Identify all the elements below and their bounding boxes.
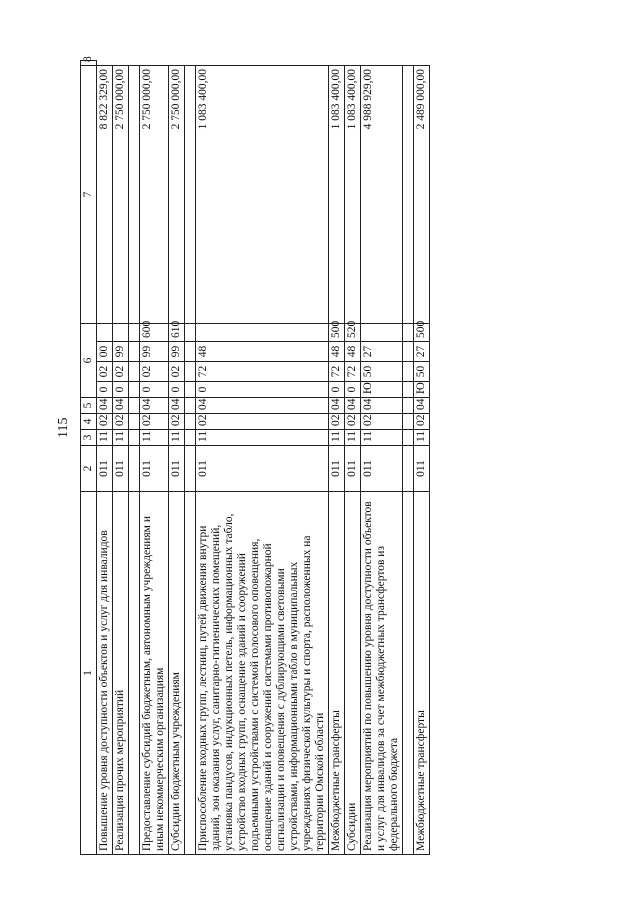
- row-col7: [361, 324, 403, 342]
- separator-row: [403, 61, 414, 855]
- row-col6-part2: 0: [97, 382, 113, 398]
- rotated-table-container: [80, 56, 600, 855]
- table-row: [329, 61, 345, 855]
- table-row: [140, 61, 169, 855]
- separator-cell: [185, 430, 196, 446]
- table-row: [97, 61, 113, 855]
- row-amount: 4 988 929,00: [361, 66, 403, 324]
- row-col7: [113, 324, 129, 342]
- separator-cell: [129, 66, 140, 324]
- row-col4: 11: [345, 430, 361, 446]
- row-col6-part1: 04: [169, 398, 185, 414]
- separator-cell: [185, 324, 196, 342]
- row-col7: 500: [329, 324, 345, 342]
- separator-cell: [129, 446, 140, 492]
- table-row: [345, 61, 361, 855]
- table-row: [169, 61, 185, 855]
- separator-cell: [129, 382, 140, 398]
- separator-cell: [129, 324, 140, 342]
- separator-cell: [185, 414, 196, 430]
- row-name: Предоставление субсидий бюджетным, автономным учреждениям и иным некоммерческим организациям: [140, 492, 169, 855]
- header-cell: 3: [81, 430, 97, 446]
- row-col3: 011: [414, 446, 430, 492]
- row-name: Реализация прочих мероприятий: [113, 492, 129, 855]
- row-col4: 11: [113, 430, 129, 446]
- table-row: [196, 61, 329, 855]
- separator-cell: [185, 342, 196, 362]
- separator-cell: [185, 492, 196, 855]
- separator-cell: [129, 430, 140, 446]
- row-col3: 011: [140, 446, 169, 492]
- row-col6-part2: 0: [196, 382, 329, 398]
- row-col6-part2: 0: [140, 382, 169, 398]
- row-name: Приспособление входных групп, лестниц, путей движения внутри зданий, зон оказания услуг, санитарно-гигиенических помещений, установка пандусов, индукционных петель, информационных табло, устройство входных групп, оснащение зданий и сооружений подъемными устройствами с системой голосового оповещения, оснащение зданий и сооружений системами противопожарной сигнализации и оповещения с дублирующими световыми устройствами, информационными табло в муниципальных учреждениях физической культуры и спорта, расположенных на территории Омской области: [196, 492, 329, 855]
- row-col6-part2: 0: [329, 382, 345, 398]
- row-col4: 11: [414, 430, 430, 446]
- row-col3: 011: [113, 446, 129, 492]
- row-col6-part1: 04: [345, 398, 361, 414]
- row-col7: [196, 324, 329, 342]
- separator-cell: [403, 362, 414, 382]
- row-amount: 1 083 400,00: [329, 66, 345, 324]
- row-col6-part4: 99: [169, 342, 185, 362]
- row-col6-part3: 50: [361, 362, 403, 382]
- page-number: 115: [56, 417, 71, 438]
- separator-cell: [403, 414, 414, 430]
- row-col6-part1: 04: [140, 398, 169, 414]
- row-col6-part2: Ю: [414, 382, 430, 398]
- row-col3: 011: [329, 446, 345, 492]
- row-col6-part1: 04: [361, 398, 403, 414]
- separator-cell: [129, 414, 140, 430]
- row-col6-part3: 02: [97, 362, 113, 382]
- row-col4: 11: [196, 430, 329, 446]
- header-cell: 6: [81, 324, 97, 398]
- header-row: [81, 61, 97, 855]
- separator-cell: [403, 382, 414, 398]
- row-col5: 02: [345, 414, 361, 430]
- table-body: [81, 56, 430, 855]
- row-col4: 11: [361, 430, 403, 446]
- row-col6-part1: 04: [414, 398, 430, 414]
- row-col3: 011: [196, 446, 329, 492]
- header-cell: 8: [81, 61, 97, 66]
- budget-table: [80, 56, 430, 855]
- row-col6-part3: 02: [113, 362, 129, 382]
- row-col6-part4: 27: [361, 342, 403, 362]
- row-col6-part3: 72: [329, 362, 345, 382]
- header-cell: 7: [81, 66, 97, 324]
- row-col5: 02: [414, 414, 430, 430]
- row-amount: 2 750 000,00: [169, 66, 185, 324]
- separator-cell: [185, 398, 196, 414]
- row-col3: 011: [169, 446, 185, 492]
- row-amount: 1 083 400,00: [345, 66, 361, 324]
- separator-cell: [403, 492, 414, 855]
- row-col3: 011: [361, 446, 403, 492]
- row-col5: 02: [196, 414, 329, 430]
- header-cell: 1: [81, 492, 97, 855]
- separator-cell: [129, 398, 140, 414]
- separator-cell: [403, 66, 414, 324]
- separator-row: [185, 61, 196, 855]
- table-row: [414, 61, 430, 855]
- row-col7: 500: [414, 324, 430, 342]
- separator-cell: [185, 382, 196, 398]
- row-col6-part4: 48: [329, 342, 345, 362]
- separator-cell: [185, 66, 196, 324]
- row-col6-part1: 04: [113, 398, 129, 414]
- row-col6-part4: 99: [113, 342, 129, 362]
- row-col6-part3: 02: [140, 362, 169, 382]
- row-name: Субсидии бюджетным учреждениям: [169, 492, 185, 855]
- row-col5: 02: [97, 414, 113, 430]
- separator-cell: [403, 430, 414, 446]
- separator-cell: [185, 362, 196, 382]
- row-name: Межбюджетные трансферты: [414, 492, 430, 855]
- row-name: Межбюджетные трансферты: [329, 492, 345, 855]
- row-col4: 11: [329, 430, 345, 446]
- row-col3: 011: [345, 446, 361, 492]
- row-amount: 2 750 000,00: [140, 66, 169, 324]
- row-col5: 02: [169, 414, 185, 430]
- row-col6-part4: 48: [345, 342, 361, 362]
- separator-cell: [185, 446, 196, 492]
- row-col6-part3: 50: [414, 362, 430, 382]
- separator-cell: [403, 342, 414, 362]
- row-col3: 011: [97, 446, 113, 492]
- table-row: [361, 61, 403, 855]
- row-col5: 02: [113, 414, 129, 430]
- row-col7: 600: [140, 324, 169, 342]
- row-amount: 8 822 329,00: [97, 66, 113, 324]
- row-col4: 11: [140, 430, 169, 446]
- row-col4: 11: [169, 430, 185, 446]
- row-col5: 02: [140, 414, 169, 430]
- header-cell: 2: [81, 446, 97, 492]
- row-col6-part2: 0: [169, 382, 185, 398]
- row-name: Реализация мероприятий по повышению уровня доступности объектов и услуг для инвалидов за счет межбюджетных трансфертов из федерального бюджета: [361, 492, 403, 855]
- row-col6-part4: 00: [97, 342, 113, 362]
- row-name: Повышение уровня доступности объектов и услуг для инвалидов: [97, 492, 113, 855]
- row-amount: 2 750 000,00: [113, 66, 129, 324]
- row-col6-part1: 04: [196, 398, 329, 414]
- row-col5: 02: [329, 414, 345, 430]
- row-col7: [97, 324, 113, 342]
- separator-cell: [403, 446, 414, 492]
- row-col6-part2: 0: [345, 382, 361, 398]
- header-cell: 5: [81, 398, 97, 414]
- separator-row: [129, 61, 140, 855]
- row-name: Субсидии: [345, 492, 361, 855]
- separator-cell: [129, 342, 140, 362]
- row-col7: 520: [345, 324, 361, 342]
- separator-cell: [129, 492, 140, 855]
- row-col6-part4: 27: [414, 342, 430, 362]
- row-amount: 1 083 400,00: [196, 66, 329, 324]
- row-col7: 610: [169, 324, 185, 342]
- row-col6-part4: 99: [140, 342, 169, 362]
- row-col5: 02: [361, 414, 403, 430]
- row-col6-part3: 72: [345, 362, 361, 382]
- header-cell: 4: [81, 414, 97, 430]
- table-row: [113, 61, 129, 855]
- row-col6-part4: 48: [196, 342, 329, 362]
- row-col6-part1: 04: [329, 398, 345, 414]
- row-col6-part3: 72: [196, 362, 329, 382]
- separator-cell: [403, 324, 414, 342]
- separator-cell: [403, 398, 414, 414]
- row-col6-part2: 0: [113, 382, 129, 398]
- row-col6-part3: 02: [169, 362, 185, 382]
- separator-cell: [129, 362, 140, 382]
- row-col6-part1: 04: [97, 398, 113, 414]
- row-col6-part2: Ю: [361, 382, 403, 398]
- row-col4: 11: [97, 430, 113, 446]
- row-amount: 2 489 000,00: [414, 66, 430, 324]
